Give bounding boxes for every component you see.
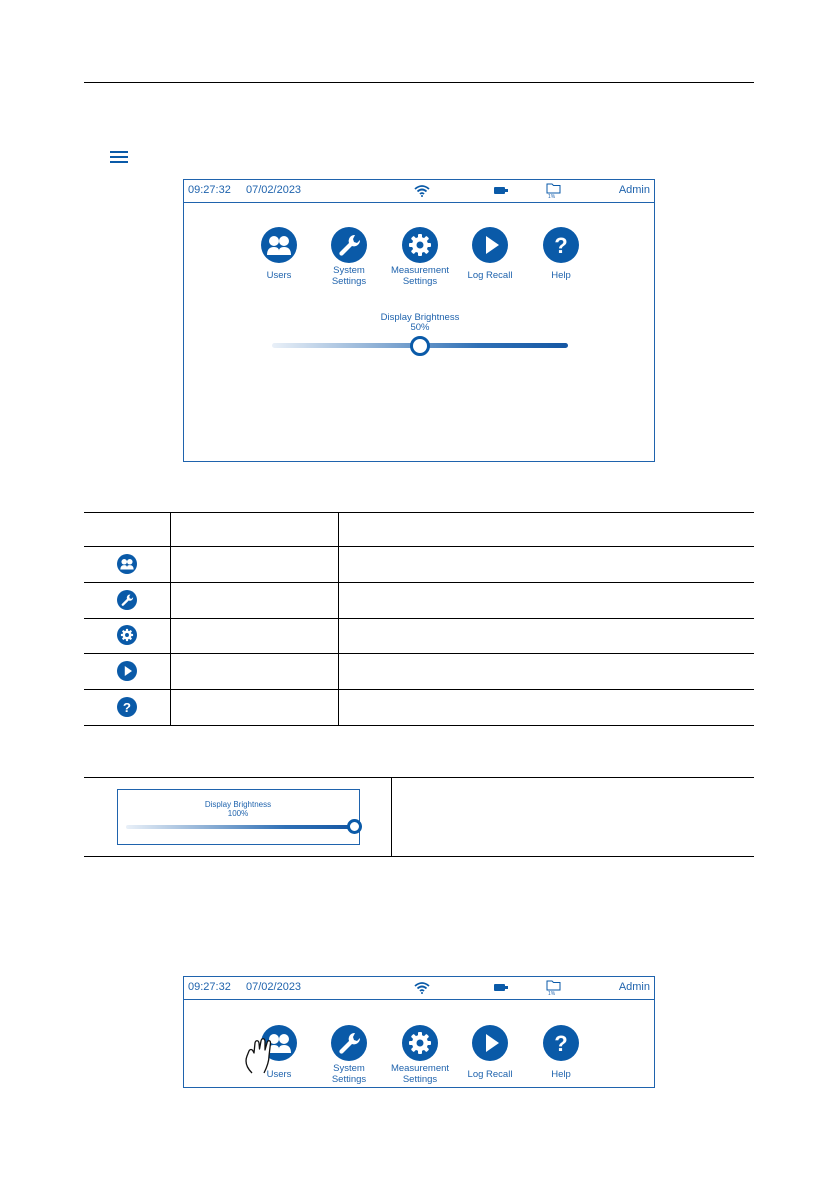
table-row-rule [84, 689, 754, 690]
help-button[interactable] [543, 227, 579, 263]
table-row-icon [117, 554, 137, 574]
measurement-settings-button[interactable] [402, 227, 438, 263]
example-column-divider [391, 777, 392, 856]
table-column-divider [170, 512, 171, 725]
table-row-icon [117, 661, 137, 681]
log-recall-button[interactable] [472, 227, 508, 263]
system-settings-label: System Settings [331, 265, 367, 287]
svg-text:?: ? [554, 233, 568, 258]
gear-icon [402, 1025, 438, 1061]
brightness-example-track [126, 825, 354, 829]
example-top-rule [84, 777, 754, 778]
status-user[interactable]: Admin [618, 981, 650, 993]
question-icon [543, 227, 579, 263]
status-time: 09:27:32 [188, 184, 231, 196]
users-button[interactable] [261, 227, 297, 263]
status-time: 09:27:32 [188, 981, 231, 993]
table-row-rule [84, 582, 754, 583]
brightness-value: 50% [410, 322, 430, 333]
top-rule [84, 82, 754, 83]
folder-icon [546, 182, 561, 194]
svg-text:?: ? [122, 700, 132, 715]
battery-icon [494, 984, 508, 991]
help-button[interactable] [543, 1025, 579, 1061]
status-bar [184, 977, 654, 1000]
wrench-icon [331, 1025, 367, 1061]
table-row-icon [117, 590, 137, 610]
wifi-icon [414, 981, 430, 994]
system-settings-button[interactable] [331, 1025, 367, 1061]
touch-hand-icon [240, 1029, 280, 1075]
status-user[interactable]: Admin [618, 184, 650, 196]
brightness-example-title: Display Brightness [204, 800, 272, 809]
storage-percent: 1% [548, 991, 556, 997]
play-icon [472, 1025, 508, 1061]
table-bottom-rule [84, 725, 754, 726]
log-recall-label: Log Recall [467, 1069, 513, 1080]
play-icon [117, 661, 137, 681]
device-screen-main [183, 179, 655, 462]
table-top-rule [84, 512, 754, 513]
status-date: 07/02/2023 [246, 184, 302, 196]
table-column-divider [338, 512, 339, 725]
svg-text:?: ? [554, 1031, 568, 1056]
users-label: Users [266, 270, 292, 281]
system-settings-label: System Settings [331, 1063, 367, 1085]
table-row-icon [117, 625, 137, 645]
measurement-settings-label: Measurement Settings [390, 265, 450, 287]
gear-icon [117, 625, 137, 645]
storage-percent: 1% [548, 194, 556, 200]
brightness-title: Display Brightness [380, 312, 460, 323]
status-date: 07/02/2023 [246, 981, 302, 993]
system-settings-button[interactable] [331, 227, 367, 263]
brightness-example-value: 100% [227, 809, 249, 818]
wrench-icon [331, 227, 367, 263]
table-row-icon [117, 697, 137, 717]
table-row-rule [84, 653, 754, 654]
wrench-icon [117, 590, 137, 610]
question-icon [543, 1025, 579, 1061]
users-label: Users [266, 1069, 292, 1080]
device-screen-touch [183, 976, 655, 1088]
folder-icon [546, 979, 561, 991]
table-header-rule [84, 546, 754, 547]
log-recall-label: Log Recall [467, 270, 513, 281]
battery-icon [494, 187, 508, 194]
users-icon [117, 554, 137, 574]
status-bar [184, 180, 654, 203]
log-recall-button[interactable] [472, 1025, 508, 1061]
example-bottom-rule [84, 856, 754, 857]
question-icon [117, 697, 137, 717]
help-label: Help [551, 270, 571, 281]
measurement-settings-button[interactable] [402, 1025, 438, 1061]
measurement-settings-label: Measurement Settings [390, 1063, 450, 1085]
brightness-example-screen [117, 789, 360, 845]
help-label: Help [551, 1069, 571, 1080]
gear-icon [402, 227, 438, 263]
play-icon [472, 227, 508, 263]
brightness-slider-handle[interactable] [410, 336, 430, 356]
table-row-rule [84, 618, 754, 619]
brightness-example-handle [347, 819, 362, 834]
wifi-icon [414, 184, 430, 197]
hamburger-menu-icon[interactable] [110, 151, 128, 165]
users-icon [261, 227, 297, 263]
